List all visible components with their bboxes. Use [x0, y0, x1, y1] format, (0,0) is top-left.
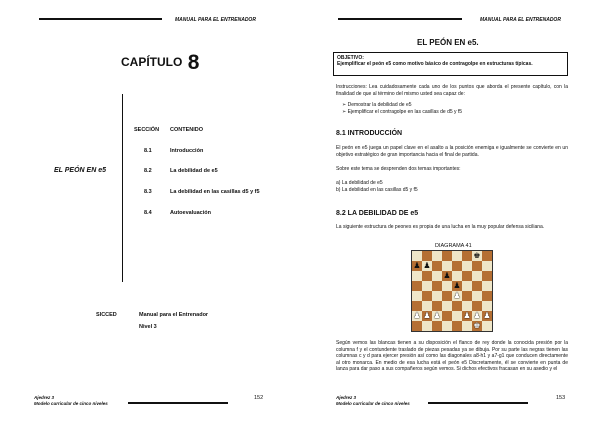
board-square [442, 321, 452, 331]
board-square [422, 321, 432, 331]
section-number: 8.2 [144, 168, 152, 174]
goal-item: ➢ Ejemplificar el contragolpe en las casillas de d5 y f5 [342, 108, 463, 115]
section-title: Introducción [170, 148, 204, 154]
board-square [442, 251, 452, 261]
board-square [452, 261, 462, 271]
board-square [442, 281, 452, 291]
white-king-icon: ♚ [473, 321, 481, 330]
objective-box [333, 52, 568, 76]
topic-item: b) La debilidad en las casillas d5 y f5 [336, 186, 418, 193]
board-square [422, 271, 432, 281]
footer-line-2: Modelo curricular de cinco niveles [34, 401, 108, 406]
footer-line-2: Modelo curricular de cinco niveles [336, 401, 410, 406]
chess-board [411, 250, 493, 332]
section-number: 8.3 [144, 189, 152, 195]
board-square [462, 271, 472, 281]
board-square [482, 281, 492, 291]
org-name: SICCED [96, 312, 117, 318]
board-square [472, 281, 482, 291]
chapter-number: 8 [187, 51, 200, 74]
paragraph: El peón en e5 juega un papel clave en el asalto a la posición enemiga e igualmente se convierte en un objetivo estratégico de gran importancia hacia el final de partida. [336, 145, 568, 158]
board-square [482, 271, 492, 281]
board-square [482, 321, 492, 331]
page-number: 153 [556, 395, 566, 401]
board-square [412, 271, 422, 281]
board-square [422, 291, 432, 301]
board-square [442, 311, 452, 321]
section-title: La debilidad de e5 [170, 168, 218, 174]
section-column-heading: SECCIÓN [134, 127, 160, 133]
instructions-text: Instrucciones: Lea cuidadosamente cada uno de los puntos que aborda el presente capítulo, con la finalidad de que al término del mismo usted sea capaz de: [336, 84, 568, 97]
chapter-title [121, 51, 199, 75]
board-square [472, 271, 482, 281]
goal-item: ➢ Demostrar la debilidad de e5 [342, 102, 412, 108]
board-square [462, 251, 472, 261]
topics-list [336, 180, 418, 193]
board-square [432, 261, 442, 271]
board-square [462, 261, 472, 271]
white-pawn-icon: ♟ [423, 311, 431, 320]
section-number: 8.1 [144, 148, 152, 154]
board-square [462, 291, 472, 301]
footer-rule [128, 402, 228, 404]
section-number: 8.4 [144, 210, 152, 216]
objective-label: OBJETIVO: [337, 55, 364, 61]
footer-line-1: Ajedrez 3 [336, 395, 357, 400]
vertical-rule [122, 94, 123, 282]
black-pawn-icon: ♟ [413, 261, 421, 270]
board-square [422, 301, 432, 311]
board-square [442, 291, 452, 301]
footer [336, 395, 410, 407]
board-square [442, 261, 452, 271]
board-square [482, 261, 492, 271]
content-column-heading: CONTENIDO [170, 127, 203, 133]
board-square [452, 311, 462, 321]
manual-name: Manual para el Entrenador [139, 312, 209, 318]
black-pawn-icon: ♟ [453, 281, 461, 290]
board-square [422, 281, 432, 291]
black-pawn-icon: ♟ [443, 271, 451, 280]
white-pawn-icon: ♟ [413, 311, 421, 320]
paragraph: Sobre este tema se desprenden dos temas importantes: [336, 166, 461, 172]
white-pawn-icon: ♟ [463, 311, 471, 320]
page-number: 152 [254, 395, 264, 401]
board-square [412, 291, 422, 301]
board-square [432, 271, 442, 281]
board-square [432, 281, 442, 291]
board-square [412, 251, 422, 261]
board-square [432, 291, 442, 301]
board-square [412, 301, 422, 311]
board-square [432, 301, 442, 311]
board-square [452, 301, 462, 311]
white-pawn-icon: ♟ [433, 311, 441, 320]
black-king-icon: ♚ [473, 251, 481, 260]
section-heading: 8.1 INTRODUCCIÓN [336, 130, 403, 137]
white-pawn-icon: ♟ [483, 311, 491, 320]
footer-rule [428, 402, 528, 404]
level-label: Nivel 3 [139, 324, 157, 330]
goals-list [342, 102, 462, 115]
board-square [472, 301, 482, 311]
board-square [452, 321, 462, 331]
footer [34, 395, 108, 407]
topic-item: a) La debilidad de e5 [336, 180, 383, 186]
board-square [442, 301, 452, 311]
board-square [432, 251, 442, 261]
header-text: MANUAL PARA EL ENTRENADOR [175, 17, 256, 23]
board-square [412, 281, 422, 291]
board-square [482, 301, 492, 311]
board-square [432, 321, 442, 331]
section-heading: 8.2 LA DEBILIDAD DE e5 [336, 210, 419, 217]
section-heading-title: EL PEÓN EN e5. [417, 38, 479, 47]
board-square [462, 281, 472, 291]
board-square [472, 291, 482, 301]
board-square [452, 271, 462, 281]
white-pawn-icon: ♟ [453, 291, 461, 300]
side-title: EL PEÓN EN e5 [54, 167, 107, 174]
header-text: MANUAL PARA EL ENTRENADOR [480, 17, 561, 23]
objective-text: Ejemplificar el peón e5 como motivo básico de contragolpe en estructuras típicas. [337, 61, 533, 67]
header-rule [338, 18, 462, 20]
board-square [452, 251, 462, 261]
section-title: Autoevaluación [170, 210, 211, 216]
board-square [462, 301, 472, 311]
header-rule [39, 18, 162, 20]
board-square [462, 321, 472, 331]
diagram-label: DIAGRAMA 41 [435, 243, 472, 249]
white-pawn-icon: ♟ [473, 311, 481, 320]
board-square [482, 291, 492, 301]
board-square [472, 261, 482, 271]
footer-line-1: Ajedrez 3 [34, 395, 55, 400]
section-title: La debilidad en las casillas d5 y f5 [170, 189, 260, 195]
board-square [482, 251, 492, 261]
black-pawn-icon: ♟ [423, 261, 431, 270]
paragraph: La siguiente estructura de peones es propia de una lucha en la muy popular defensa siciliana. [336, 224, 545, 230]
board-square [412, 321, 422, 331]
paragraph: Según vemos las blancas tienen a su disposición el flanco de rey donde la conocida presión por la columna f y el contundente traslado de piezas pesadas ya se dibuja. Por su parte las negras tienen las columnas c y d para ejercer presión así como las diagonales a8-h1 y a7-g1 que conducen directamente al otro monarca. En medio de esa lucha está el peón e5 Discretamente, él se convierte en punta de lanza para dar paso a sus compañeros según vemos. Si dichos efectivos fracasan en su asedio y el [336, 340, 568, 373]
board-square [422, 251, 432, 261]
chapter-label: CAPÍTULO [121, 55, 183, 69]
